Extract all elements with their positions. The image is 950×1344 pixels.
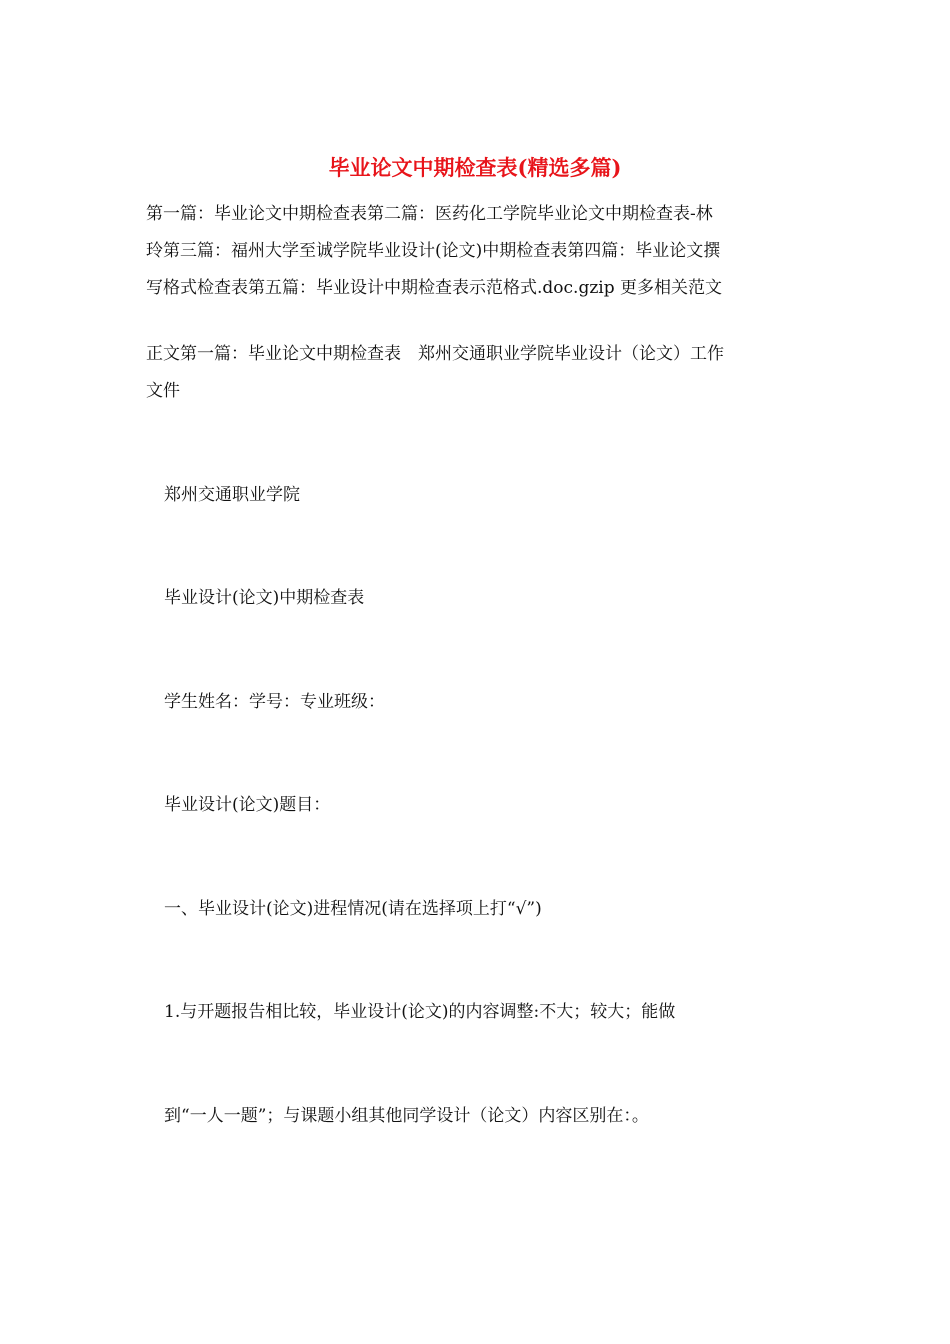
- form-title: 毕业设计(论文)中期检查表: [164, 588, 365, 608]
- summary-block: [146, 196, 806, 307]
- item-paragraph-continued: 到“一人一题”；与课题小组其他同学设计（论文）内容区别在：。: [164, 1106, 649, 1126]
- body-intro-line: 文件: [146, 381, 180, 401]
- document-title: 毕业论文中期检查表(精选多篇): [328, 155, 622, 180]
- school-name: 郑州交通职业学院: [164, 485, 300, 505]
- body-intro-line: 正文第一篇：毕业论文中期检查表 郑州交通职业学院毕业设计（论文）工作: [146, 344, 724, 364]
- item-paragraph: 1.与开题报告相比较，毕业设计(论文)的内容调整:不大；较大；能做: [164, 1002, 676, 1022]
- body-intro: [146, 336, 806, 410]
- student-info-line: 学生姓名：学号：专业班级：: [164, 692, 385, 712]
- summary-line: 第一篇：毕业论文中期检查表第二篇：医药化工学院毕业论文中期检查表-林: [146, 204, 713, 224]
- summary-line: 写格式检查表第五篇：毕业设计中期检查表示范格式.doc.gzip 更多相关范文: [146, 278, 723, 298]
- summary-line: 玲第三篇：福州大学至诚学院毕业设计(论文)中期检查表第四篇：毕业论文撰: [146, 241, 721, 261]
- thesis-topic-line: 毕业设计(论文)题目：: [164, 795, 331, 815]
- section-heading: 一、毕业设计(论文)进程情况(请在选择项上打“√”): [164, 899, 542, 919]
